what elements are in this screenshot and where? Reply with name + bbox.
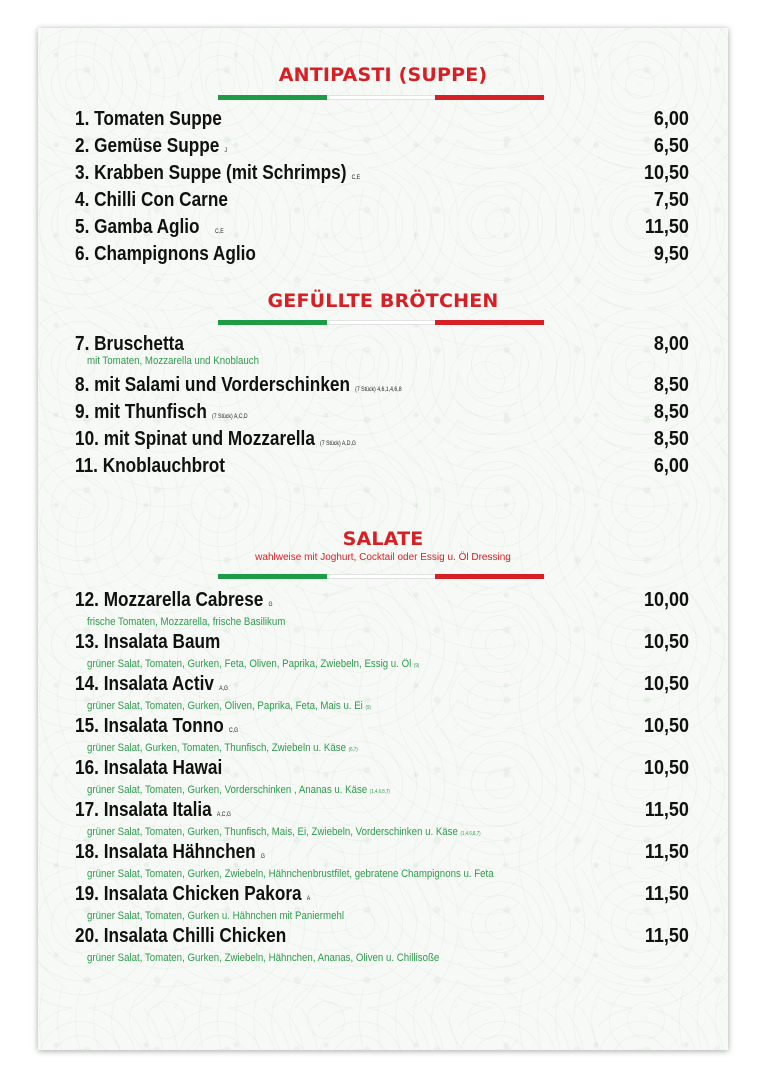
item-name: 16. Insalata Hawai	[75, 757, 223, 779]
item-price: 8,00	[653, 333, 689, 355]
item-description: grüner Salat, Tomaten, Gurken, Feta, Oliven, Paprika, Zwiebeln, Essig u. Öl (9)	[87, 658, 420, 670]
allergen-note: A,C,G	[216, 812, 231, 818]
menu-item	[75, 925, 689, 967]
allergen-note: C,G	[228, 728, 239, 734]
item-name: 5. Gamba Aglio C,E	[75, 216, 224, 238]
allergen-note: (7 Stück) A,C,D	[212, 414, 248, 420]
item-name: 7. Bruschetta	[75, 333, 184, 355]
item-description: grüner Salat, Tomaten, Gurken, Vorderschinken , Ananas u. Käse (1,4,6,8,7)	[87, 784, 390, 796]
item-price: 8,50	[653, 374, 689, 396]
item-name: 20. Insalata Chilli Chicken	[75, 925, 287, 947]
section-title-antipasti: ANTIPASTI (SUPPE)	[278, 64, 488, 86]
item-price: 6,50	[653, 135, 689, 157]
item-price: 6,00	[653, 455, 689, 477]
item-description: grüner Salat, Tomaten, Gurken, Zwiebeln, Hähnchenbrustfilet, gebratene Champignons u. Feta	[87, 868, 494, 880]
item-price: 7,50	[653, 189, 689, 211]
menu-item	[75, 428, 689, 455]
item-name: 9. mit Thunfisch (7 Stück) A,C,D	[75, 401, 248, 423]
item-price: 6,00	[653, 108, 689, 130]
item-price: 10,50	[643, 162, 689, 184]
item-price: 11,50	[644, 925, 689, 947]
item-description: mit Tomaten, Mozzarella und Knoblauch	[87, 355, 260, 367]
item-description: grüner Salat, Gurken, Tomaten, Thunfisch, Zwiebeln u. Käse (6,7)	[87, 742, 358, 754]
allergen-note: C,E	[351, 175, 361, 181]
item-name: 17. Insalata Italia A,C,G	[75, 799, 231, 821]
item-name: 1. Tomaten Suppe	[75, 108, 222, 130]
allergen-note: G	[268, 602, 273, 608]
menu-item	[75, 673, 689, 715]
menu-item	[75, 455, 689, 477]
menu-item	[75, 216, 689, 243]
section-title-salate: SALATE	[342, 528, 424, 550]
menu-item	[75, 715, 689, 757]
item-price: 10,50	[643, 715, 689, 737]
item-price: 8,50	[653, 428, 689, 450]
item-description: grüner Salat, Tomaten, Gurken, Oliven, Paprika, Feta, Mais u. Ei (9)	[87, 700, 371, 712]
item-name: 6. Champignons Aglio	[75, 243, 256, 265]
menu-item	[75, 401, 689, 428]
allergen-note: (7 Stück) A,D,G	[320, 441, 356, 447]
menu-page	[38, 28, 728, 1050]
menu-item	[75, 189, 689, 211]
item-description: grüner Salat, Tomaten, Gurken, Zwiebeln, Hähnchen, Ananas, Oliven u. Chillisoße	[87, 952, 440, 964]
menu-item	[75, 841, 689, 883]
item-name: 12. Mozzarella Cabrese G	[75, 589, 273, 611]
item-name: 14. Insalata Activ A,G	[75, 673, 228, 695]
item-price: 10,50	[643, 631, 689, 653]
menu-item	[75, 333, 689, 368]
italian-flag-divider	[218, 320, 544, 325]
section-title-broetchen: GEFÜLLTE BRÖTCHEN	[267, 290, 499, 312]
item-name: 19. Insalata Chicken Pakora A	[75, 883, 311, 905]
item-price: 11,50	[644, 799, 689, 821]
menu-item	[75, 757, 689, 799]
menu-item	[75, 162, 689, 189]
menu-item	[75, 589, 689, 631]
item-name: 11. Knoblauchbrot	[75, 455, 226, 477]
allergen-note: G	[260, 854, 265, 860]
italian-flag-divider	[218, 95, 544, 100]
item-name: 10. mit Spinat und Mozzarella (7 Stück) A,D,G	[75, 428, 356, 450]
allergen-note: C,E	[215, 229, 224, 235]
item-price: 11,50	[644, 841, 689, 863]
item-description: frische Tomaten, Mozzarella, frische Basilikum	[87, 616, 286, 628]
menu-item	[75, 374, 689, 401]
item-name: 4. Chilli Con Carne	[75, 189, 228, 211]
item-price: 11,50	[644, 883, 689, 905]
section-subtitle-salate: wahlweise mit Joghurt, Cocktail oder Essig u. Öl Dressing	[255, 552, 511, 563]
menu-item	[75, 883, 689, 925]
italian-flag-divider	[218, 574, 544, 579]
item-price: 10,50	[643, 757, 689, 779]
item-name: 2. Gemüse Suppe J	[75, 135, 228, 157]
allergen-note: A,G	[219, 686, 228, 692]
menu-item	[75, 799, 689, 841]
menu-item	[75, 243, 689, 265]
item-description: grüner Salat, Tomaten, Gurken u. Hähnchen mit Paniermehl	[87, 910, 345, 922]
item-price: 9,50	[653, 243, 689, 265]
item-name: 15. Insalata Tonno C,G	[75, 715, 239, 737]
menu-item	[75, 108, 689, 130]
item-price: 10,50	[643, 673, 689, 695]
item-name: 18. Insalata Hähnchen G	[75, 841, 265, 863]
item-name: 13. Insalata Baum	[75, 631, 221, 653]
allergen-note: A	[306, 896, 311, 902]
item-description: grüner Salat, Tomaten, Gurken, Thunfisch, Mais, Ei, Zwiebeln, Vorderschinken u. Käse (1,4,6,8,7)	[87, 826, 481, 838]
item-price: 8,50	[653, 401, 689, 423]
menu-item	[75, 631, 689, 673]
allergen-note: (7 Stück) 4,6,1,4,6,8	[355, 387, 402, 393]
item-name: 8. mit Salami und Vorderschinken (7 Stück) 4,6,1,4,6,8	[75, 374, 402, 396]
item-name: 3. Krabben Suppe (mit Schrimps) C,E	[75, 162, 361, 184]
item-price: 11,50	[644, 216, 689, 238]
item-price: 10,00	[643, 589, 689, 611]
menu-item	[75, 135, 689, 162]
allergen-note: J	[224, 148, 228, 154]
